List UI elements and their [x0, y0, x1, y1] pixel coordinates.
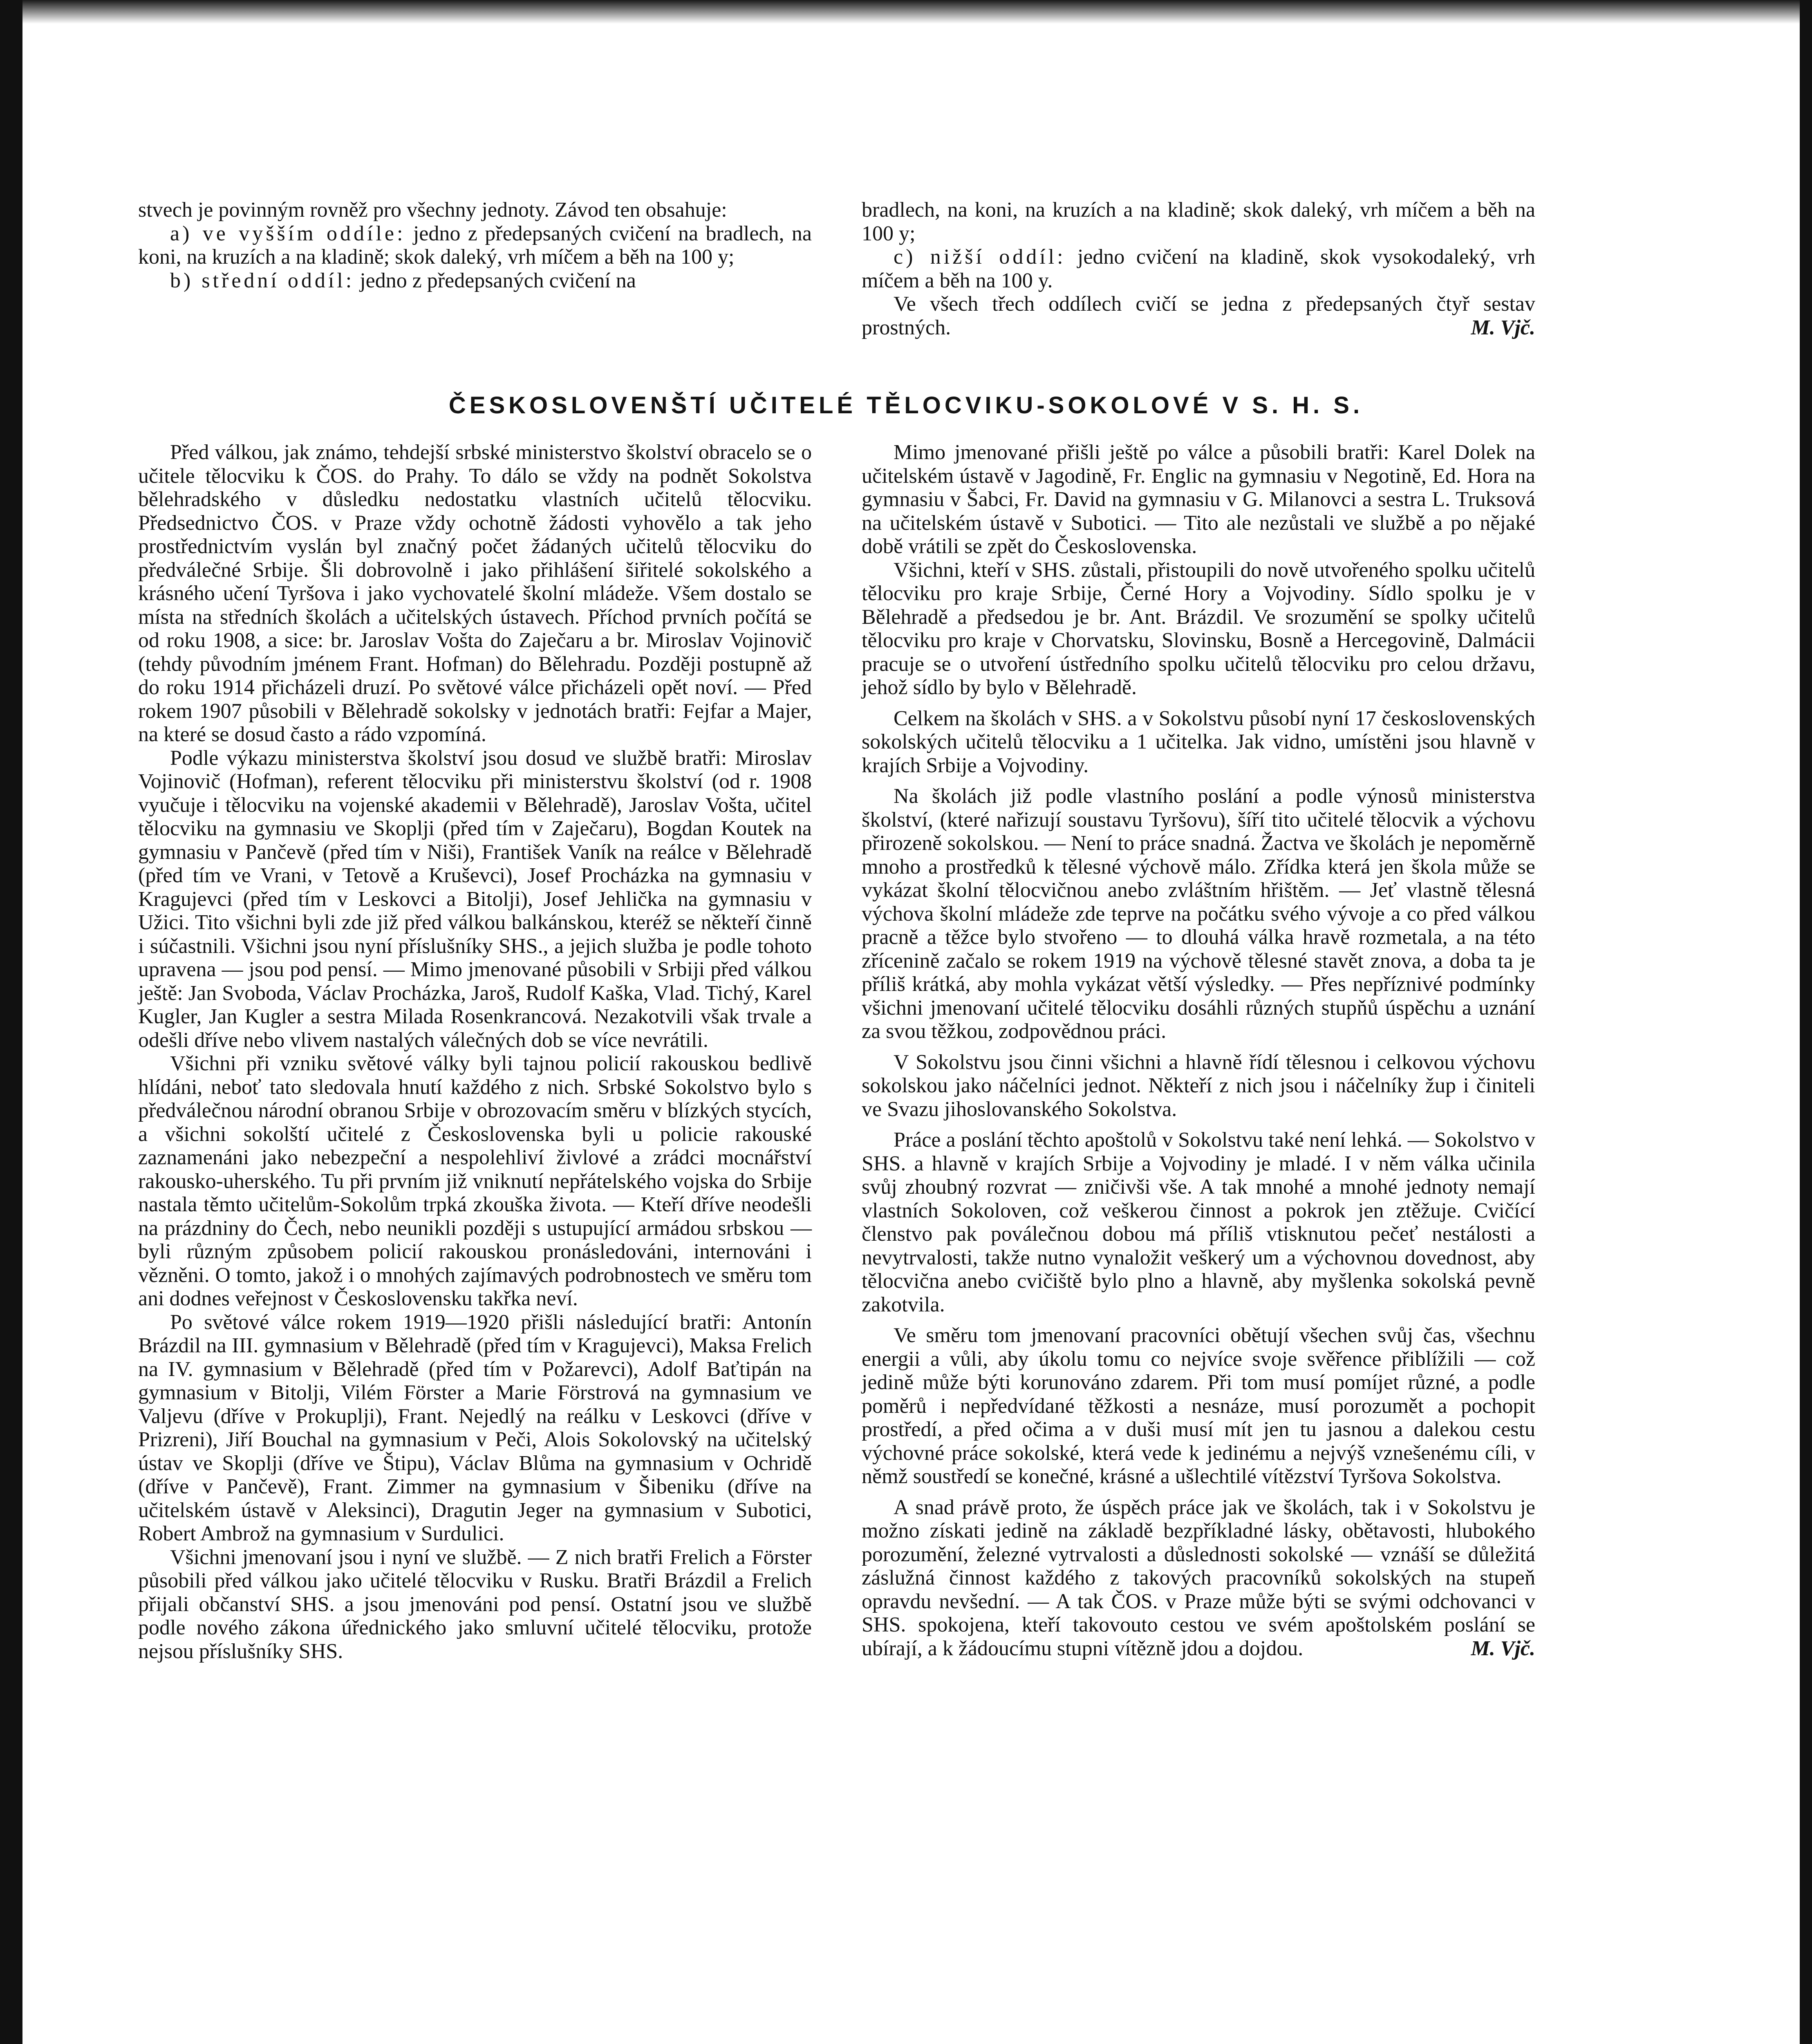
paragraph: Po světové válce rokem 1919—1920 přišli následující bratři: Antonín Brázdil na III. gymnasium v Bělehradě (před tím v Kragujevci), Maksa Frelich na IV. gymnasium v Bělehradě (před tím v Požarevci), Adolf Baťtipán na gymnasium v Bitolji, Vilém Förster a Marie Förstrová na gymnasium ve Valjevu (dříve v Prokuplji), Frant. Nejedlý na reálku v Leskovci (dříve v Prizreni), Jiří Bouchal na gymnasium v Peči, Alois Sokolovský na učitelský ústav ve Skoplji (dříve ve Štipu), Václav Blůma na gymnasium v Ochridě (dříve v Pančevě), Frant. Zimmer na gymnasium v Šibeniku (dříve na učitelském ústavě v Aleksinci), Dragutin Jeger na gymnasium v Subotici, Robert Ambrož na gymnasium v Surdulici.	[138, 1310, 812, 1545]
paragraph-text: Ve všech třech oddílech cvičí se jedna z předepsaných čtyř sestav prostných.	[862, 292, 1535, 339]
top-right-column	[862, 198, 1535, 339]
paragraph: Na školách již podle vlastního poslání a podle výnosů ministerstva školství, (které nařizují soustavu Tyršovu), šíří tito učitelé tělocvik a výchovu přirozeně sokolskou. — Není to práce snadná. Žactva ve školách je nepoměrně mnoho a prostředků k tělesné výchově málo. Zřídka která jen škola může se vykázat školní tělocvičnou anebo zvláštním hřištěm. — Jeť vlastně tělesná výchova školní mládeže zde teprve na počátku svého vývoje a co před válkou pracně a těžce bylo stvořeno — to dlouhá válka hravě rozmetala, a na této zřícenině začalo se rokem 1919 na výchově tělesné stavět znova, a doba ta je příliš krátká, aby mohla vykázat větší výsledky. — Přes nepříznivé podmínky všichni jmenovaní učitelé tělocviku dosáhli různých stupňů úspěchu a uznání za svou těžkou, zodpovědnou práci.	[862, 784, 1535, 1043]
paragraph-text: A snad právě proto, že úspěch práce jak ve školách, tak i v Sokolstvu je možno získati jedině na základě bezpříkladné lásky, obětavosti, hlubokého porozumění, železné vytrvalosti a důslednosti sokolské — vznáší se důležitá záslužná činnost každého z takových pracovníků sokolských na stupeň opravdu nevšední. — A tak ČOS. v Praze může býti se svými odchovanci v SHS. spokojena, kteří takovouto cestou ve svém apoštolském poslání se ubírají, a k žádoucímu stupni vítězně jdou a dojdou.	[862, 1495, 1535, 1660]
paragraph: Ve směru tom jmenovaní pracovníci obětují všechen svůj čas, všechnu energii a vůli, aby úkolu tomu co nejvíce svoje svěřence přiblížili — což jedině může býti korunováno zdarem. Při tom musí pomíjet různé, a podle poměrů i nepředvídané těžkosti a nesnáze, musí porozumět a pochopit prostředí, a před očima a v duši musí mít jen tu jasnou a dalekou cestu výchovné práce sokolské, která vede k jedinému a nejvýš vznešenému cíli, v němž soustředí se konečné, krásné a ušlechtilé vítězství Tyršova Sokolstva.	[862, 1324, 1535, 1488]
paragraph	[862, 292, 1535, 339]
signature: M. Vjč.	[1471, 316, 1535, 339]
signature: M. Vjč.	[1471, 1636, 1535, 1660]
paragraph	[138, 222, 812, 269]
section-label: b) střední oddíl:	[170, 269, 355, 292]
scan-left-edge	[0, 0, 22, 2044]
section-label: c) nižší oddíl:	[894, 245, 1066, 269]
paragraph: bradlech, na koni, na kruzích a na kladině; skok daleký, vrh míčem a běh na 100 y;	[862, 198, 1535, 245]
paragraph-text: jedno z předepsaných cvičení na bradlech, na koni, na kruzích a na kladině; skok daleký, vrh míčem a běh na 100 y;	[138, 222, 812, 269]
scan-right-edge	[1800, 0, 1812, 2044]
article-right-column	[862, 441, 1535, 1660]
paragraph-text: jedno z předepsaných cvičení na	[354, 269, 636, 292]
paragraph: Všichni při vzniku světové války byli tajnou policií rakouskou bedlivě hlídáni, neboť tato sledovala hnutí každého z nich. Srbské Sokolstvo bylo s předválečnou národní obranou Srbije v obrozovacím směru v blízkých stycích, a všichni sokolští učitelé z Československa byli u policie rakouské zaznamenáni jako nebezpeční a nespolehliví živlové a zrádci mocnářství rakousko-uherského. Tu při prvním již vniknutí nepřátelského vojska do Srbije nastala těmto učitelům-Sokolům trpká zkouška života. — Kteří dříve neodešli na prázdniny do Čech, nebo neunikli později s ustupující armádou srbskou — byli různým způsobem policií rakouskou pronásledováni, internováni i vězněni. O tomto, jakož i o mnohých zajímavých podrobnostech ve směru tom ani dodnes veřejnost v Československu takřka neví.	[138, 1052, 812, 1310]
section-label: a) ve vyšším oddíle:	[170, 222, 406, 245]
paragraph: Všichni jmenovaní jsou i nyní ve službě. — Z nich bratři Frelich a Förster působili před válkou jako učitelé tělocviku v Rusku. Bratři Brázdil a Frelich přijali občanství SHS. a jsou jmenováni pod pensí. Ostatní jsou ve službě podle nového zákona úřednického jako smluvní učitelé tělocviku, protože nejsou příslušníky SHS.	[138, 1545, 812, 1663]
paragraph: Mimo jmenované přišli ještě po válce a působili bratři: Karel Dolek na učitelském ústavě v Jagodině, Fr. Englic na gymnasiu v Negotině, Ed. Hora na gymnasiu v Šabci, Fr. David na gymnasiu v G. Milanovci a sestra L. Truksová na učitelském ústavě v Subotici. — Tito ale nezůstali ve službě a po nějaké době vrátili se zpět do Československa.	[862, 441, 1535, 558]
top-left-column	[138, 198, 812, 292]
paragraph: Všichni, kteří v SHS. zůstali, přistoupili do nově utvořeného spolku učitelů tělocviku pro kraje Srbije, Černé Hory a Vojvodiny. Sídlo spolku je v Bělehradě a předsedou je br. Ant. Brázdil. Ve srozumění se spolky učitelů tělocviku pro kraje v Chorvatsku, Slovinsku, Bosně a Hercegovině, Dalmácii pracuje se o utvoření ústředního spolku učitelů tělocviku pro celou državu, jehož sídlo by bylo v Bělehradě.	[862, 558, 1535, 699]
paragraph	[138, 269, 812, 293]
paragraph: Před válkou, jak známo, tehdejší srbské ministerstvo školství obracelo se o učitele tělocviku k ČOS. do Prahy. To dálo se vždy na podnět Sokolstva bělehradského v důsledku nedostatku vlastních učitelů tělocviku. Předsednictvo ČOS. v Praze vždy ochotně žádosti vyhovělo a tak jeho prostřednictvím vyslán byl značný počet žádaných učitelů tělocviku do předválečné Srbije. Šli dobrovolně i jako přihlášení šiřitelé sokolského a krásného učení Tyršova i jako vychovatelé školní mládeže. Všem dostalo se místa na středních školách a učitelských ústavech. Příchod prvních počítá se od roku 1908, a sice: br. Jaroslav Vošta do Zaječaru a br. Miroslav Vojinovič (tehdy původním jménem Frant. Hofman) do Bělehradu. Později postupně až do roku 1914 přicházeli druzí. Po světové válce přicházeli opět noví. — Před rokem 1907 působili v Bělehradě sokolsky v jednotách bratři: Fejfar a Majer, na které se dosud často a rádo vzpomíná.	[138, 441, 812, 746]
paragraph	[862, 1496, 1535, 1661]
paragraph: Celkem na školách v SHS. a v Sokolstvu působí nyní 17 československých sokolských učitelů tělocviku a 1 učitelka. Jak vidno, umístěni jsou hlavně v krajích Srbije a Vojvodiny.	[862, 706, 1535, 777]
paragraph: V Sokolstvu jsou činni všichni a hlavně řídí tělesnou i celkovou výchovu sokolskou jako náčelníci jednot. Někteří z nich jsou i náčelníky žup i činiteli ve Svazu jihoslovanského Sokolstva.	[862, 1050, 1535, 1121]
scan-top-edge	[0, 0, 1812, 24]
paragraph	[862, 245, 1535, 292]
article-left-column	[138, 441, 812, 1663]
paragraph: Podle výkazu ministerstva školství jsou dosud ve službě bratři: Miroslav Vojinovič (Hofman), referent tělocviku při ministerstvu školství (od r. 1908 vyučuje i tělocviku na vojenské akademii v Bělehradě), Jaroslav Vošta, učitel tělocviku na gymnasiu ve Skoplji (před tím v Zaječaru), Bogdan Koutek na gymnasiu v Pančevě (před tím v Niši), František Vaník na reálce v Bělehradě (před tím ve Vrani, v Tetově a Kruševci), Josef Procházka na gymnasiu v Kragujevci (před tím v Leskovci a Bitolji), Josef Jehlička na gymnasiu v Užici. Tito všichni byli zde již před válkou balkánskou, kteréž se někteří činně i súčastnili. Všichni jsou nyní příslušníky SHS., a jejich služba je podle tohoto upravena — jsou pod pensí. — Mimo jmenované působili v Srbiji před válkou ještě: Jan Svoboda, Václav Procházka, Jaroš, Rudolf Kaška, Vlad. Tichý, Karel Kugler, Jan Kugler a sestra Milada Rosenkrancová. Nezakotvili však trvale a odešli dříve nebo vlivem nastalých válečných dob se více nevrátili.	[138, 746, 812, 1052]
paragraph-text: jedno cvičení na kladině, skok vysokodaleký, vrh míčem a běh na 100 y.	[862, 245, 1535, 292]
paragraph: stvech je povinným rovněž pro všechny jednoty. Závod ten obsahuje:	[138, 198, 727, 222]
article-title: ČESKOSLOVENŠTÍ UČITELÉ TĚLOCVIKU-SOKOLOVÉ V S. H. S.	[448, 392, 1364, 419]
paragraph: Práce a poslání těchto apoštolů v Sokolstvu také není lehká. — Sokolstvo v SHS. a hlavně v krajích Srbije a Vojvodiny je mladé. I v něm válka učinila svůj zhoubný rozvrat — zničivši vše. A tak mnohé a mnohé jednoty nemají vlastních Sokoloven, což veškerou činnost a pokrok jen ztěžuje. Cvičící členstvo pak poválečnou dobou má příliš vtisknutou pečeť nestálosti a nevytrvalosti, takže nutno vynaložit veškerý um a výchovnou dovednost, aby tělocvična anebo cvičiště bylo plno a hlavně, aby myšlenka sokolská pevně zakotvila.	[862, 1128, 1535, 1316]
